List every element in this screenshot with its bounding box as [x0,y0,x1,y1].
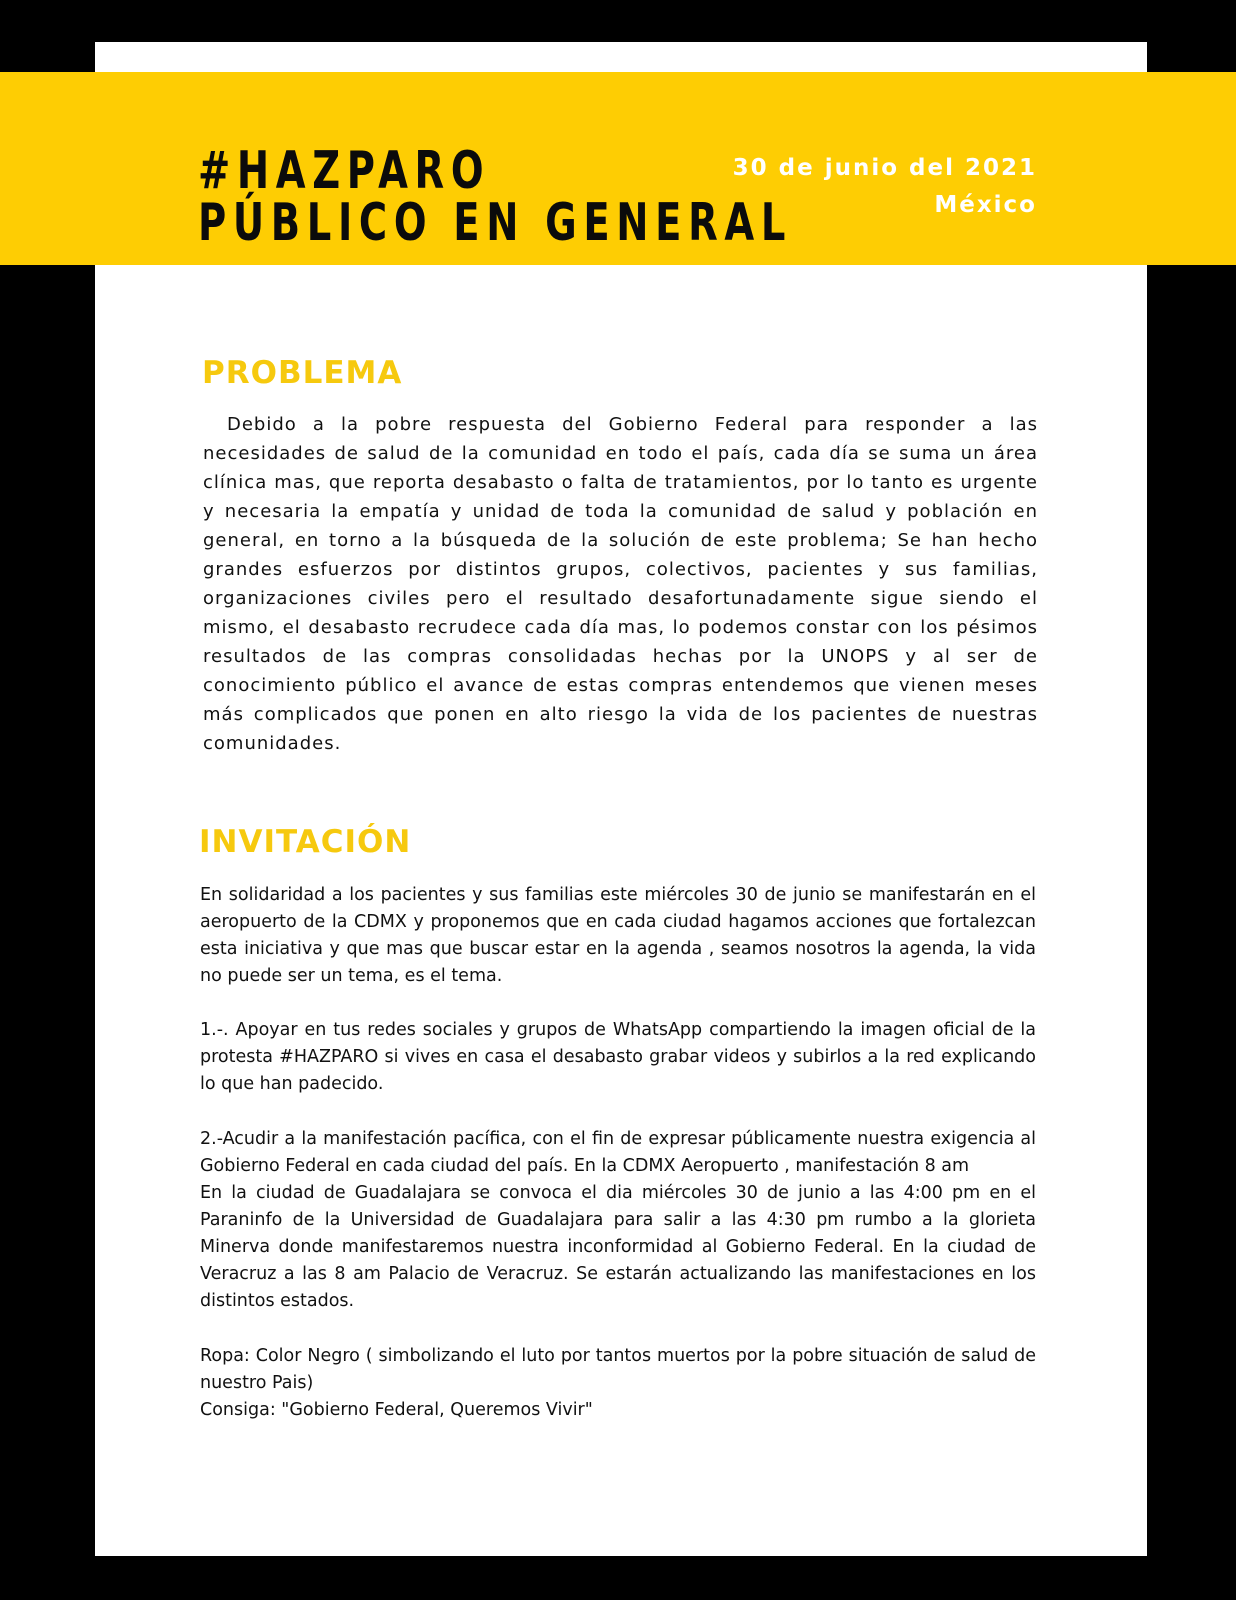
invitacion-ropa: Ropa: Color Negro ( simbolizando el luto por tantos muertos por la pobre situación de salud de nuestro Pais) [200,1346,1036,1393]
section-heading-invitacion: INVITACIÓN [199,824,412,860]
invitacion-intro-text: En solidaridad a los pacientes y sus familias este miércoles 30 de junio se manifestarán en el aeropuerto de la CDMX y proponemos que en cada ciudad hagamos acciones que fortalezcan esta iniciativa y que mas que buscar estar en la agenda , seamos nosotros la agenda, la vida no puede ser un tema, es el tema. [200,885,1036,986]
invitacion-item-2 [200,1126,1036,1315]
invitacion-intro [200,882,1036,990]
invitacion-item-1 [200,1017,1036,1098]
invitacion-item-1-text: 1.-. Apoyar en tus redes sociales y grupos de WhatsApp compartiendo la imagen oficial de la protesta #HAZPARO si vives en casa el desabasto grabar videos y subirlos a la red explicando lo que han padecido. [200,1020,1036,1094]
invitacion-item-2-text: 2.-Acudir a la manifestación pacífica, con el fin de expresar públicamente nuestra exigencia al Gobierno Federal en cada ciudad del país. En la CDMX Aeropuerto , manifestación 8 am [200,1129,1036,1176]
document-page [95,42,1147,1556]
header-date: 30 de junio del 2021 [732,155,1037,181]
section-heading-problema: PROBLEMA [202,355,403,391]
problema-paragraph: Debido a la pobre respuesta del Gobierno Federal para responder a las necesidades de salud de la comunidad en todo el país, cada día se suma un área clínica mas, que reporta desabasto o falta de tratamientos, por lo tanto es urgente y necesaria la empatía y unidad de toda la comunidad de salud y población en general, en torno a la búsqueda de la solución de este problema; Se han hecho grandes esfuerzos por distintos grupos, colectivos, pacientes y sus familias, organizaciones civiles pero el resultado desafortunadamente sigue siendo el mismo, el desabasto recrudece cada día mas, lo podemos constar con los pésimos resultados de las compras consolidadas hechas por la UNOPS y al ser de conocimiento público el avance de estas compras entendemos que vienen meses más complicados que ponen en alto riesgo la vida de los pacientes de nuestras comunidades. [203,414,1038,754]
invitacion-dress-code [200,1343,1036,1424]
invitacion-item-2-cities: En la ciudad de Guadalajara se convoca el dia miércoles 30 de junio a las 4:00 pm en el Paraninfo de la Universidad de Guadalajara para salir a las 4:30 pm rumbo a la glorieta Minerva donde manifestaremos nuestra inconformidad al Gobierno Federal. En la ciudad de Veracruz a las 8 am Palacio de Veracruz. Se estarán actualizando las manifestaciones en los distintos estados. [200,1183,1036,1311]
title-audience: PÚBLICO EN GENERAL [198,193,793,253]
title-hashtag: #HAZPARO [198,141,491,201]
header-place: México [934,192,1037,218]
invitacion-consigna: Consiga: "Gobierno Federal, Queremos Vivir" [200,1400,593,1420]
